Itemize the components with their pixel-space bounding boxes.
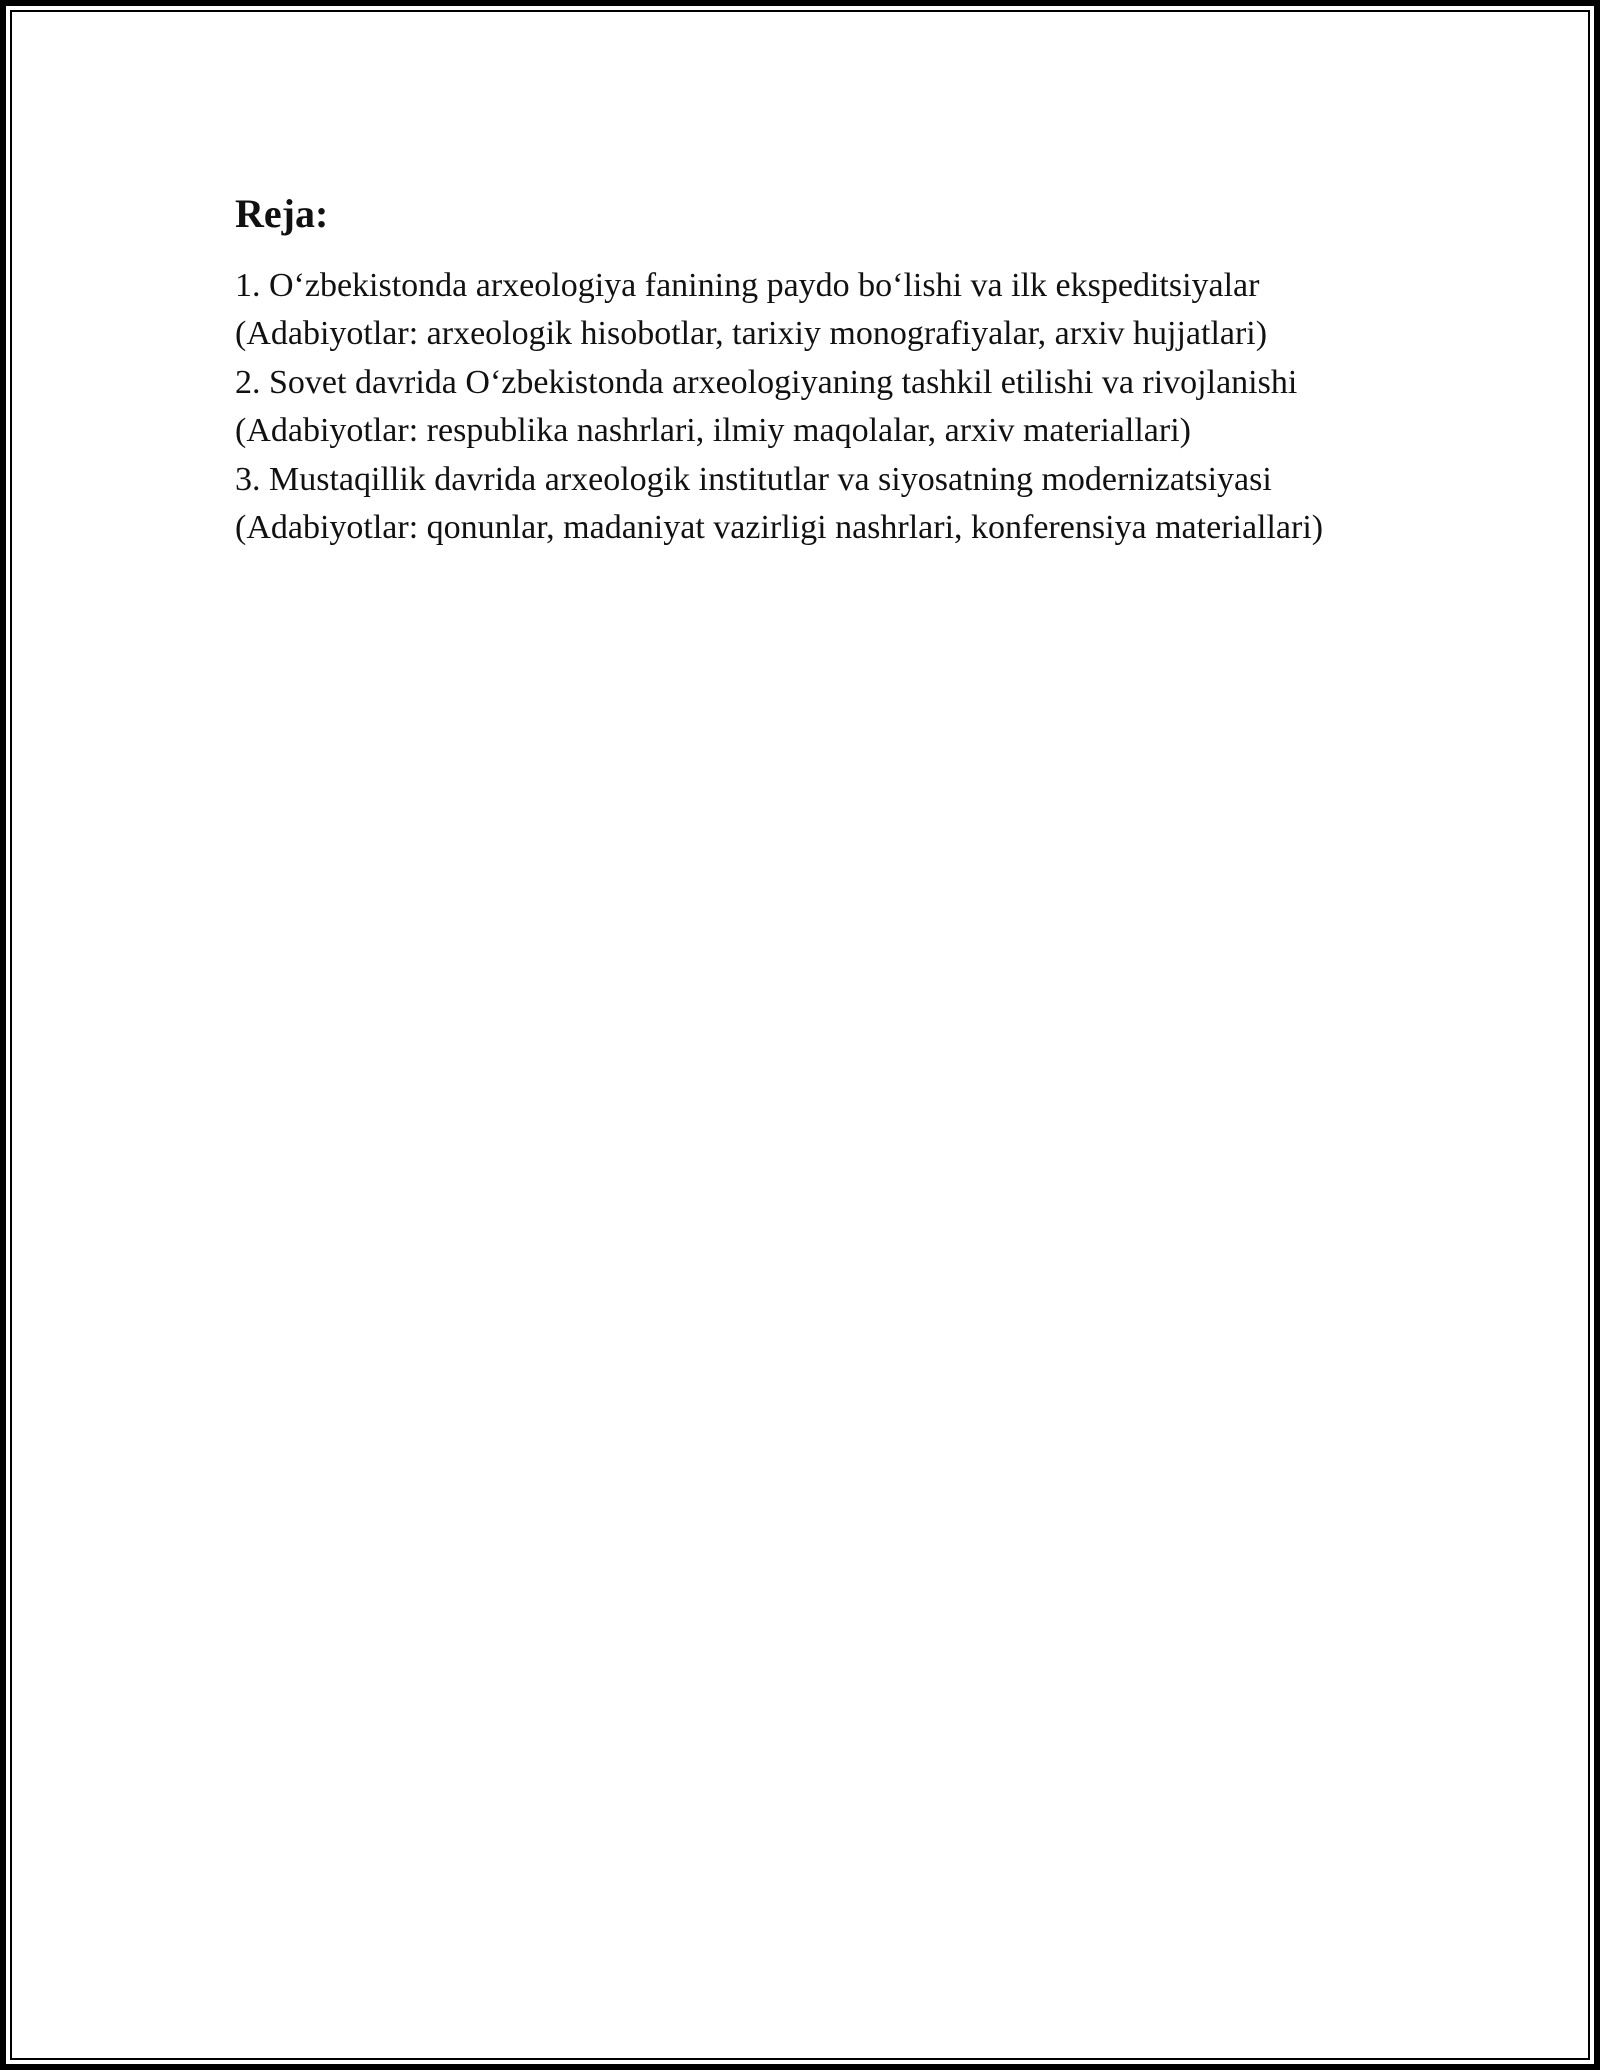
plan-list xyxy=(235,262,1385,552)
plan-item-3: 3. Mustaqillik davrida arxeologik institutlar va siyosatning modernizatsiyasi (Adabiyotlar: qonunlar, madaniyat vazirligi nashrlari, konferensiya materiallari) xyxy=(235,460,1324,547)
page-content xyxy=(235,186,1385,552)
page-heading: Reja: xyxy=(235,191,329,236)
plan-item-1: 1. O‘zbekistonda arxeologiya fanining paydo bo‘lishi va ilk ekspeditsiyalar (Adabiyotlar: arxeologik hisobotlar, tarixiy monografiyalar, arxiv hujjatlari) xyxy=(235,267,1268,353)
plan-item-2: 2. Sovet davrida O‘zbekistonda arxeologiyaning tashkil etilishi va rivojlanishi (Adabiyotlar: respublika nashrlari, ilmiy maqolalar, arxiv materiallari) xyxy=(235,363,1298,450)
